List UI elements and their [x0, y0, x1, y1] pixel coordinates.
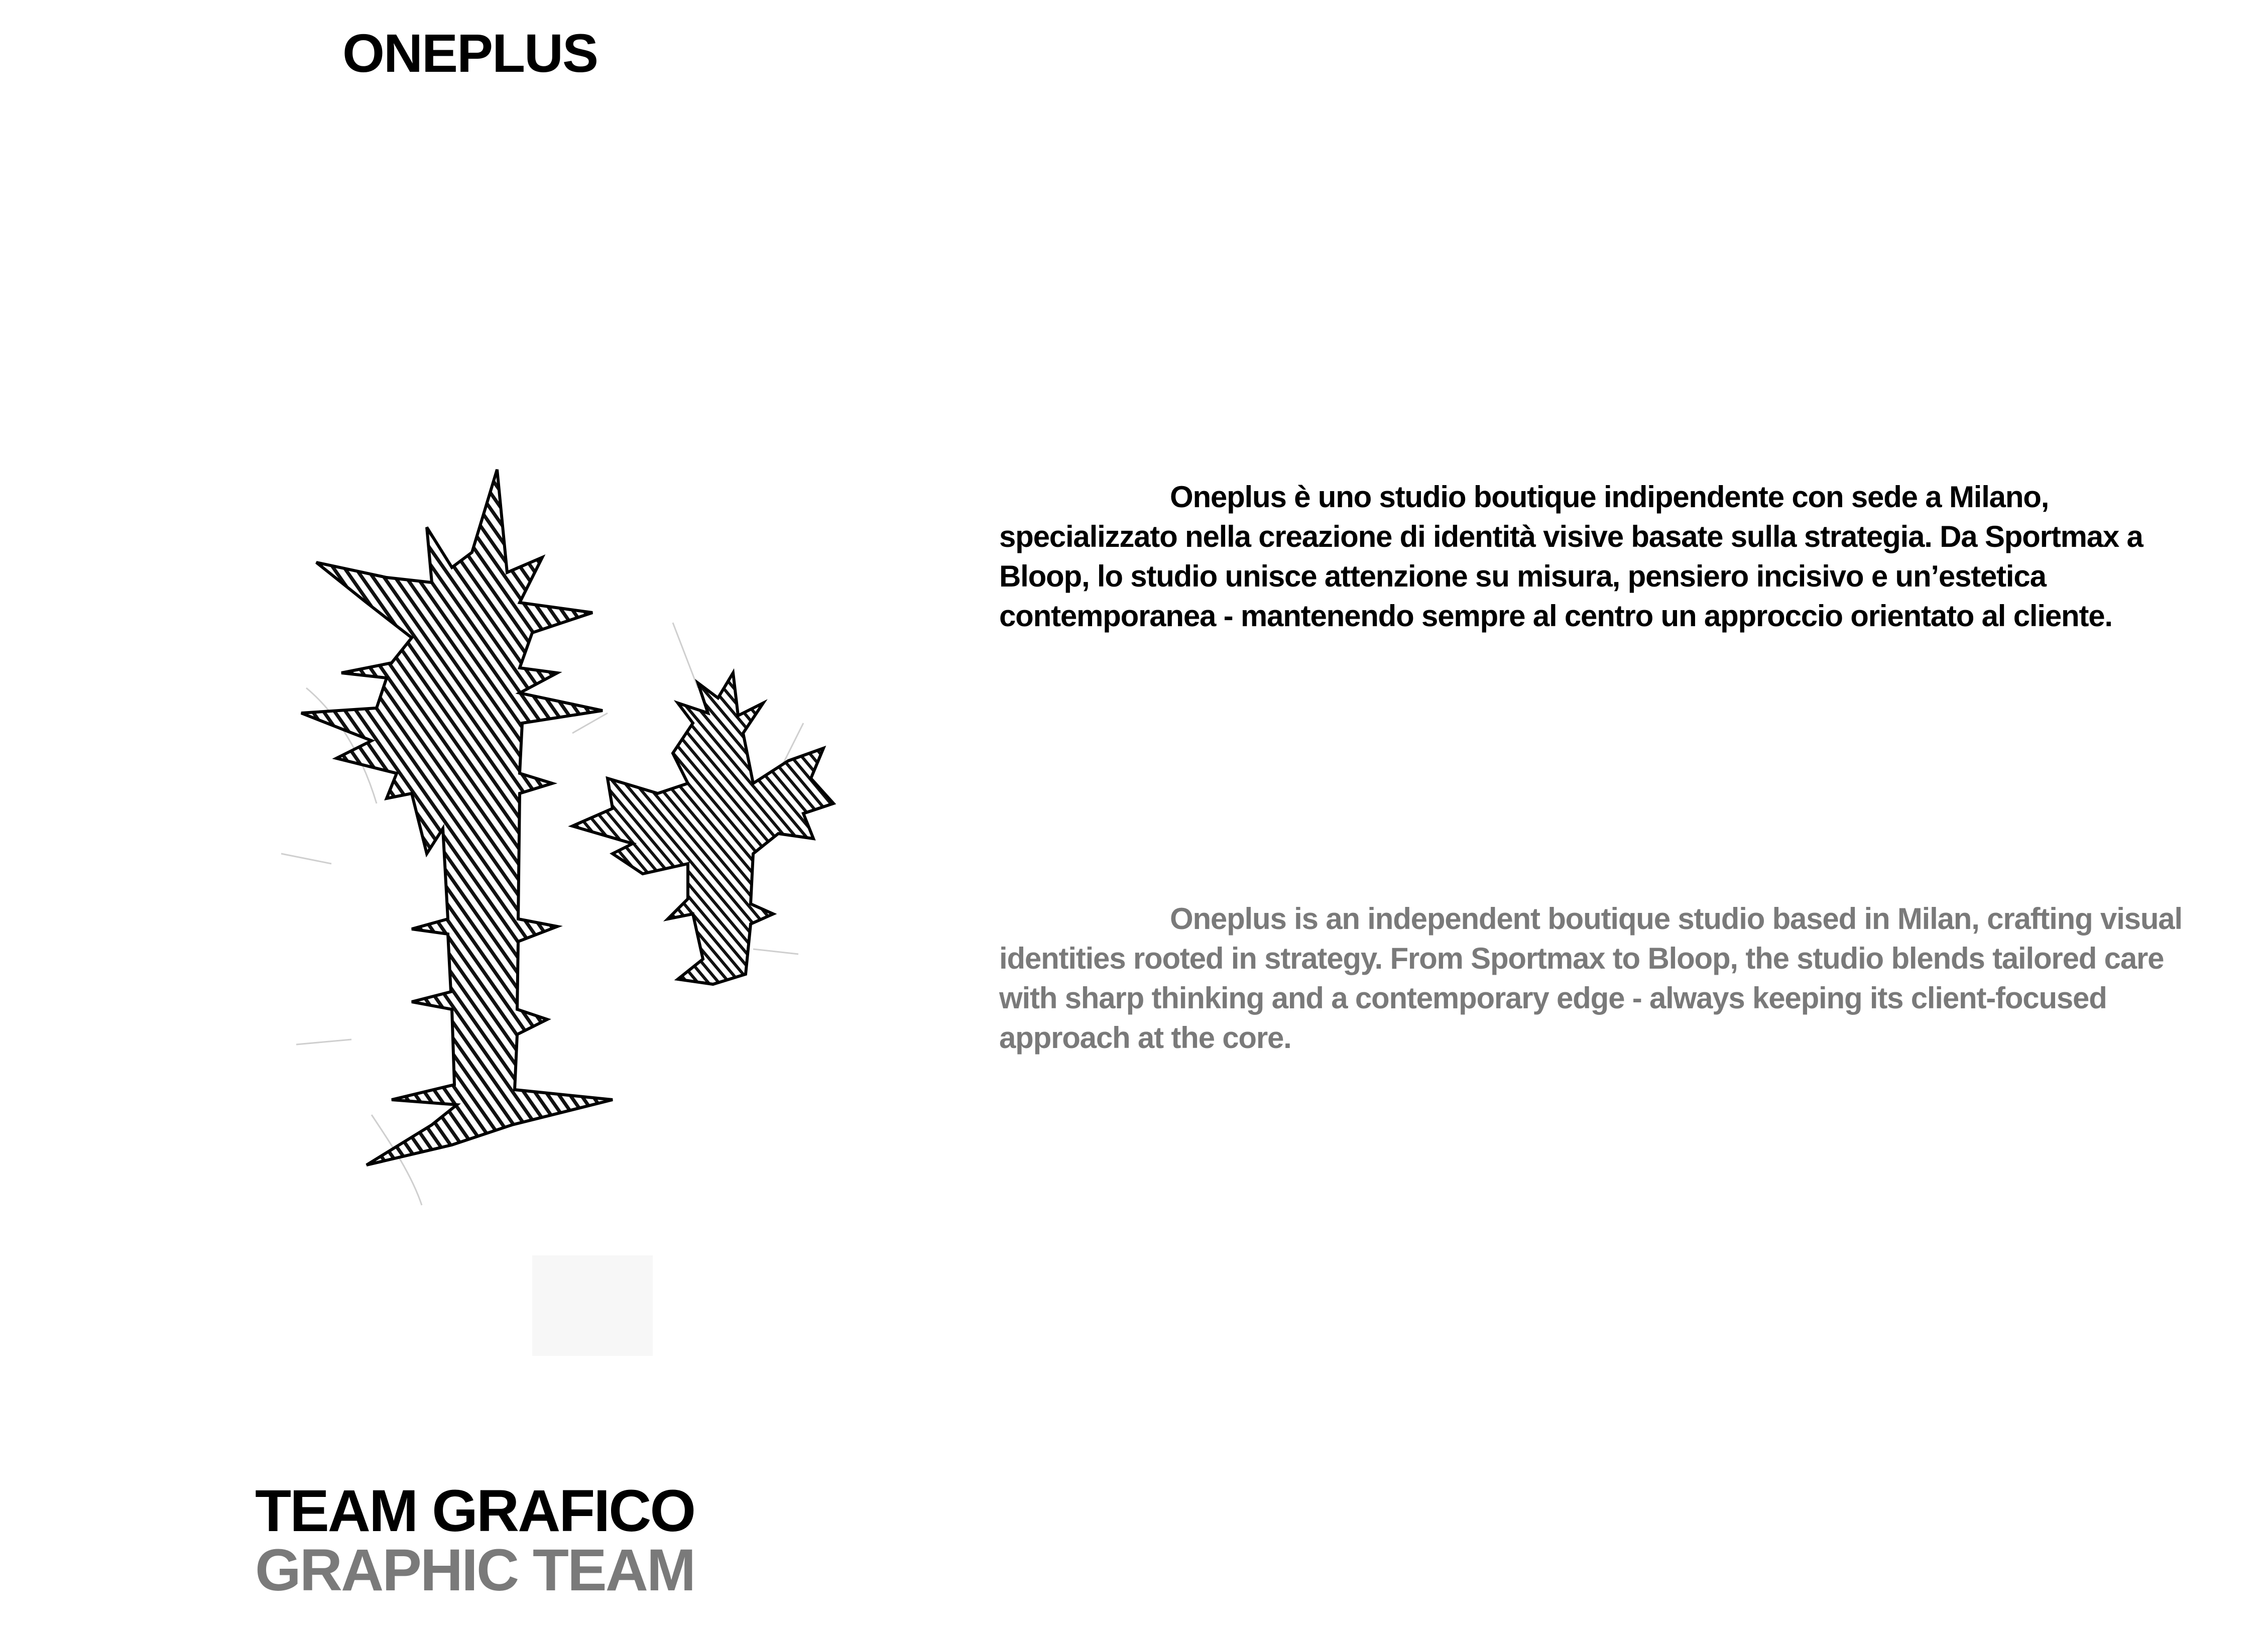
team-heading-italian: TEAM GRAFICO [255, 1478, 695, 1544]
thorny-one-plus-illustration [261, 452, 914, 1386]
thorny-one-plus-sketch-icon [261, 452, 914, 1386]
team-heading-english: GRAPHIC TEAM [255, 1537, 695, 1603]
about-text-english [999, 899, 2214, 1058]
brand-logo: ONEPLUS [342, 23, 598, 83]
about-paragraph-english: Oneplus is an independent boutique studio based in Milan, crafting visual identities rooted in strategy. From Sportmax to Bloop, the studio blends tailored care with sharp thinking and a contemporary edge - always keeping its client-focused approach at the core. [999, 902, 2182, 1055]
about-paragraph-italian: Oneplus è uno studio boutique indipendente con sede a Milano, specializzato nella creazione di identità visive basate sulla strategia. Da Sportmax a Bloop, lo studio unisce attenzione su misura, pensiero incisivo e un’estetica contemporanea - mantenendo sempre al centro un approccio orientato al cliente. [999, 480, 2143, 633]
team-heading [255, 1478, 695, 1603]
about-text-italian [999, 477, 2214, 636]
